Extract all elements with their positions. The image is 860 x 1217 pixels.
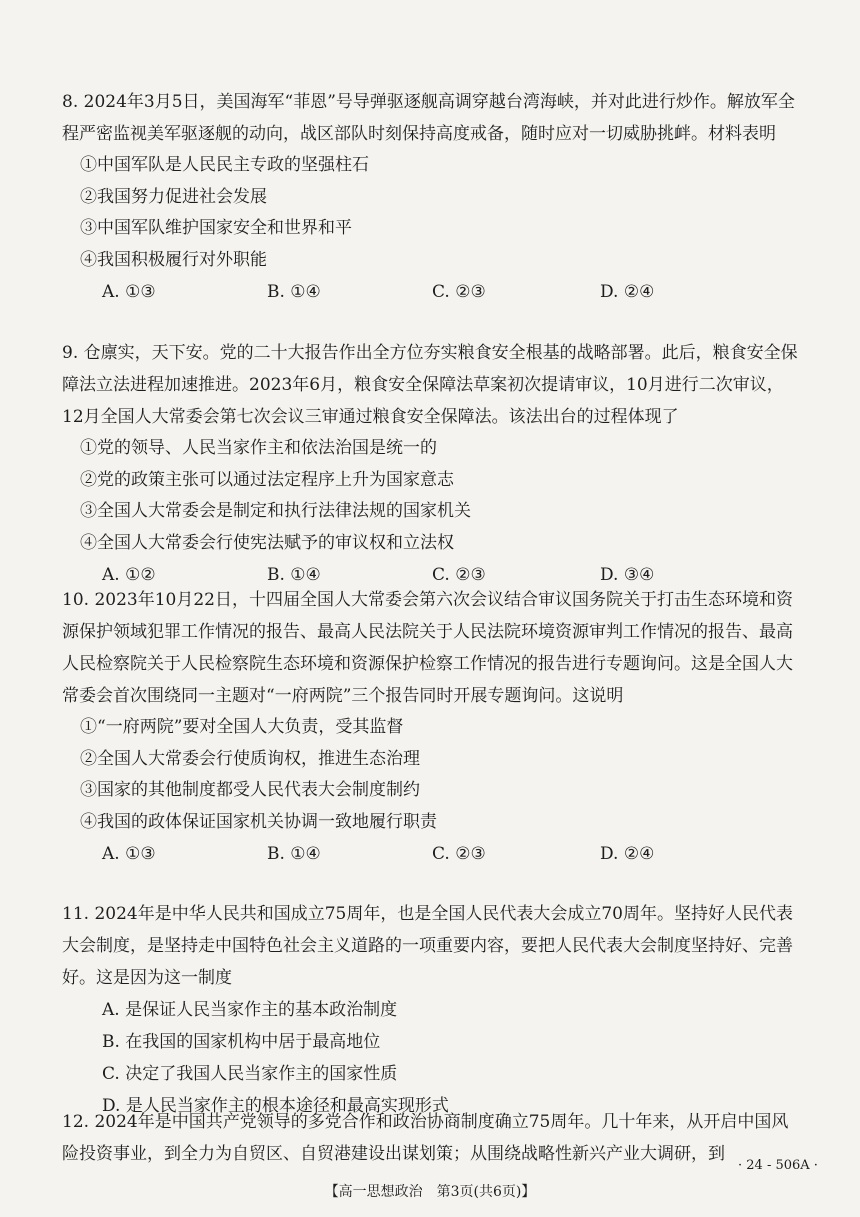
choice-b: B. ①④ (267, 282, 321, 302)
statement-option: ②我国努力促进社会发展 (80, 186, 267, 207)
letter-option-a: A. 是保证人民当家作主的基本政治制度 (102, 1000, 398, 1020)
page-footer: 【高一思想政治 第3页(共6页)】 (324, 1184, 536, 1200)
answer-choices (102, 838, 802, 870)
choice-d: D. ②④ (600, 844, 655, 864)
statement-option: ③全国人大常委会是制定和执行法律法规的国家机关 (80, 501, 471, 521)
question-9 (62, 337, 802, 591)
question-11 (62, 898, 802, 1122)
question-stem: 11. 2024年是中华人民共和国成立75周年，也是全国人民代表大会成立70周年。坚持好人民代表大会制度，是坚持走中国特色社会主义道路的一项重要内容，要把人民代表大会制度坚持好、完善好。这是因为这一制度 (62, 904, 793, 988)
question-10 (62, 584, 802, 870)
question-stem: 9. 仓廪实，天下安。党的二十大报告作出全方位夯实粮食安全根基的战略部署。此后，粮食安全保障法立法进程加速推进。2023年6月，粮食安全保障法草案初次提请审议，10月进行二次审议，12月全国人大常委会第七次会议三审通过粮食安全保障法。该法出台的过程体现了 (62, 343, 798, 427)
choice-c: C. ②③ (432, 844, 486, 864)
choice-c: C. ②③ (432, 565, 486, 585)
statement-option: ②党的政策主张可以通过法定程序上升为国家意志 (80, 469, 454, 490)
statement-option: ③国家的其他制度都受人民代表大会制度制约 (80, 780, 420, 800)
statement-option: ①党的领导、人民当家作主和依法治国是统一的 (80, 438, 437, 458)
question-8 (62, 86, 802, 308)
statement-option: ③中国军队维护国家安全和世界和平 (80, 218, 352, 238)
answer-choices (102, 276, 802, 308)
choice-d: D. ③④ (600, 565, 655, 585)
choice-a: A. ①② (102, 565, 156, 585)
question-stem: 12. 2024年是中国共产党领导的多党合作和政治协商制度确立75周年。几十年来，从开启中国风险投资事业，到全力为自贸区、自贸港建设出谋划策；从围绕战略性新兴产业大调研，到 (62, 1112, 789, 1164)
choice-b: B. ①④ (267, 565, 321, 585)
choice-a: A. ①③ (102, 844, 156, 864)
statement-option: ④全国人大常委会行使宪法赋予的审议权和立法权 (80, 532, 454, 553)
statement-option: ②全国人大常委会行使质询权，推进生态治理 (80, 748, 420, 769)
statement-option: ④我国的政体保证国家机关协调一致地履行职责 (80, 811, 437, 832)
exam-code: · 24 - 506A · (738, 1158, 818, 1173)
question-stem: 8. 2024年3月5日，美国海军“菲恩”号导弹驱逐舰高调穿越台湾海峡，并对此进行炒作。解放军全程严密监视美军驱逐舰的动向，战区部队时刻保持高度戒备，随时应对一切威胁挑衅。材料表明 (62, 92, 795, 144)
statement-option: ①“一府两院”要对全国人大负责，受其监督 (80, 717, 404, 737)
statement-option: ④我国积极履行对外职能 (80, 249, 267, 270)
letter-option-b: B. 在我国的国家机构中居于最高地位 (102, 1032, 381, 1052)
question-12 (62, 1106, 802, 1170)
question-stem: 10. 2023年10月22日，十四届全国人大常委会第六次会议结合审议国务院关于打击生态环境和资源保护领域犯罪工作情况的报告、最高人民法院关于人民法院环境资源审判工作情况的报告、最高人民检察院关于人民检察院生态环境和资源保护检察工作情况的报告进行专题询问。这是全国人大常委会首次围绕同一主题对“一府两院”三个报告同时开展专题询问。这说明 (62, 590, 793, 706)
choice-c: C. ②③ (432, 282, 486, 302)
choice-b: B. ①④ (267, 844, 321, 864)
letter-option-c: C. 决定了我国人民当家作主的国家性质 (102, 1064, 398, 1084)
letter-option-d: D. 是人民当家作主的根本途径和最高实现形式 (102, 1096, 449, 1116)
choice-a: A. ①③ (102, 282, 156, 302)
choice-d: D. ②④ (600, 282, 655, 302)
statement-option: ①中国军队是人民民主专政的坚强柱石 (80, 155, 369, 175)
